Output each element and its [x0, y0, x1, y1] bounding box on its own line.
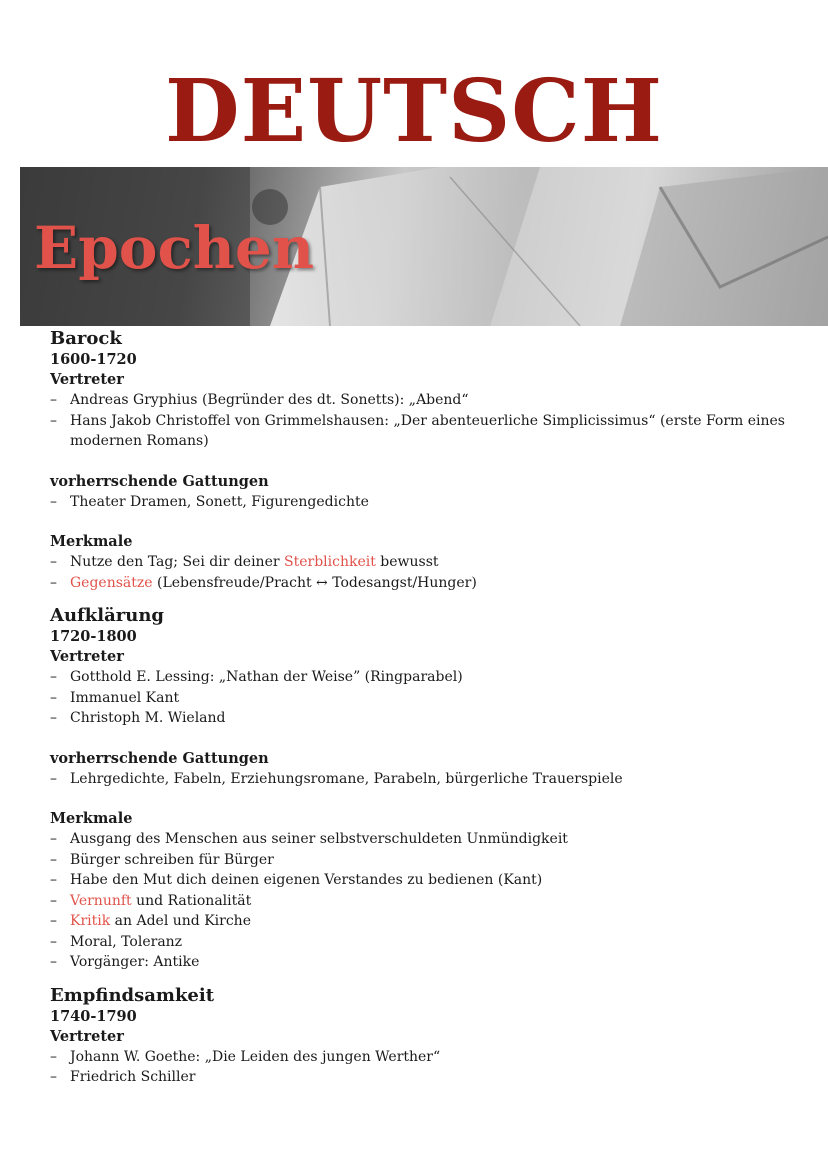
header-banner-image	[20, 167, 828, 326]
list-item: – Vernunft und Rationalität	[50, 891, 790, 912]
genres-heading: vorherrschende Gattungen	[50, 749, 269, 767]
list-item: – Moral, Toleranz	[50, 932, 790, 953]
list-item: – Immanuel Kant	[50, 688, 790, 709]
representatives-list	[50, 390, 790, 452]
list-item: – Gotthold E. Lessing: „Nathan der Weise” (Ringparabel)	[50, 667, 790, 688]
features-list	[50, 829, 790, 973]
epoch-title: Aufklärung	[50, 605, 165, 626]
epoch-title: Barock	[50, 328, 122, 349]
list-item: – Bürger schreiben für Bürger	[50, 850, 790, 871]
representatives-heading: Vertreter	[50, 648, 124, 665]
genres-list	[50, 769, 790, 790]
list-item: – Friedrich Schiller	[50, 1067, 790, 1088]
epoch-years: 1740-1790	[50, 1007, 137, 1025]
list-item: – Kritik an Adel und Kirche	[50, 911, 790, 932]
epoch-years: 1720-1800	[50, 628, 137, 645]
highlight-text: Sterblichkeit	[284, 554, 376, 570]
features-list	[50, 552, 790, 593]
epoch-aufklaerung	[50, 605, 790, 973]
representatives-heading: Vertreter	[50, 1027, 124, 1045]
highlight-text: Vernunft	[70, 892, 132, 909]
epochs-content	[50, 328, 790, 1088]
list-item: – Habe den Mut dich deinen eigenen Verstandes zu bedienen (Kant)	[50, 870, 790, 891]
list-item: – Ausgang des Menschen aus seiner selbstverschuldeten Unmündigkeit	[50, 829, 790, 850]
representatives-list	[50, 667, 790, 729]
representatives-list	[50, 1047, 790, 1088]
list-item: – Johann W. Goethe: „Die Leiden des jungen Werther“	[50, 1047, 790, 1068]
highlight-text: Kritik	[70, 913, 111, 929]
list-item: – Vorgänger: Antike	[50, 952, 790, 973]
features-heading: Merkmale	[50, 533, 133, 550]
list-item: – Gegensätze (Lebensfreude/Pracht ↔ Todesangst/Hunger)	[50, 573, 790, 594]
epoch-title: Empfindsamkeit	[50, 984, 215, 1006]
epoch-empfindsamkeit	[50, 985, 790, 1088]
list-item: – Nutze den Tag; Sei dir deiner Sterblichkeit bewusst	[50, 552, 790, 573]
banner-title: Epochen	[34, 214, 315, 282]
epoch-years: 1600-1720	[50, 351, 137, 368]
genres-heading: vorherrschende Gattungen	[50, 472, 269, 490]
list-item: – Hans Jakob Christoffel von Grimmelshausen: „Der abenteuerliche Simplicissimus“ (erste Form eines modernen Romans)	[50, 411, 790, 452]
genres-list	[50, 492, 790, 513]
epoch-barock	[50, 328, 790, 593]
list-item: – Andreas Gryphius (Begründer des dt. Sonetts): „Abend“	[50, 390, 790, 411]
list-item: – Christoph M. Wieland	[50, 708, 790, 729]
representatives-heading: Vertreter	[50, 371, 124, 388]
page-title: DEUTSCH	[165, 61, 663, 162]
list-item: – Theater Dramen, Sonett, Figurengedichte	[50, 492, 790, 513]
features-heading: Merkmale	[50, 810, 133, 827]
list-item: – Lehrgedichte, Fabeln, Erziehungsromane, Parabeln, bürgerliche Trauerspiele	[50, 769, 790, 790]
highlight-text: Gegensätze	[70, 574, 153, 591]
